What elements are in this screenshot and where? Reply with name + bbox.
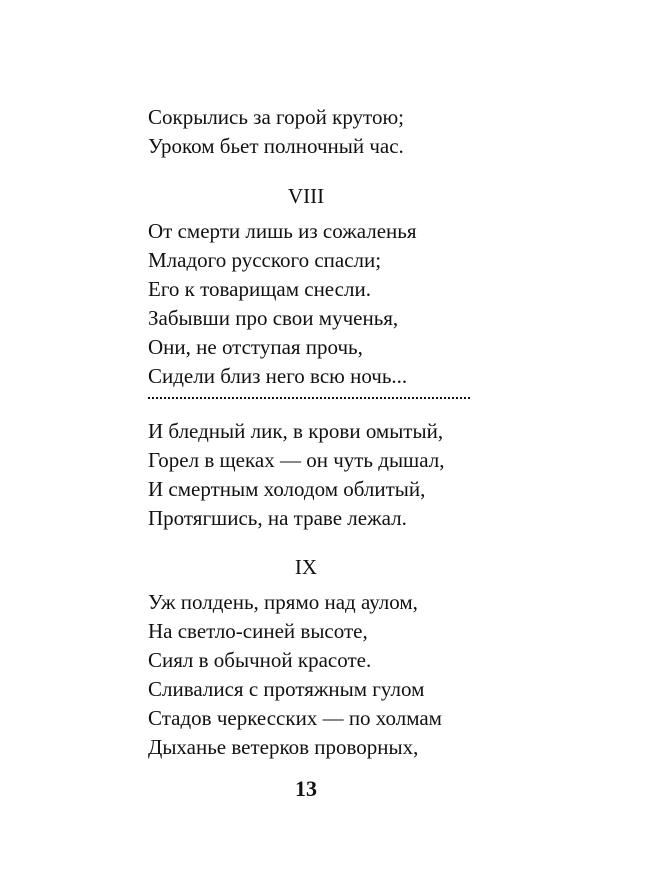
- section-heading-ix: IX: [294, 555, 318, 579]
- verse-line: Уж полдень, прямо над аулом,: [148, 590, 418, 614]
- verse-line: Стадов черкесских — по холмам: [148, 706, 442, 730]
- verse-line: Сиял в обычной красоте.: [148, 648, 372, 672]
- verse-line: Забывши про свои мученья,: [148, 306, 399, 330]
- verse-line: Его к товарищам снесли.: [148, 277, 371, 301]
- verse-line: Горел в щеках — он чуть дышал,: [148, 448, 445, 472]
- page-number: 13: [295, 776, 317, 801]
- verse-line: И смертным холодом облитый,: [148, 477, 426, 501]
- verse-line: Протягшись, на траве лежал.: [148, 506, 407, 530]
- verse-line: И бледный лик, в крови омытый,: [148, 419, 444, 443]
- verse-line: На светло-синей высоте,: [148, 619, 368, 643]
- verse-line: Сливалися с протяжным гулом: [148, 677, 425, 701]
- omission-dotted-line: [148, 397, 470, 401]
- verse-line: От смерти лишь из сожаленья: [148, 219, 417, 243]
- verse-line: Уроком бьет полночный час.: [148, 134, 404, 158]
- verse-line: Младого русского спасли;: [148, 248, 382, 272]
- section-heading-viii: VIII: [287, 184, 325, 208]
- verse-line: Сокрылись за горой крутою;: [148, 105, 404, 129]
- verse-line: Дыханье ветерков проворных,: [148, 735, 419, 759]
- verse-line: Сидели близ него всю ночь...: [148, 364, 408, 388]
- verse-line: Они, не отступая прочь,: [148, 335, 363, 359]
